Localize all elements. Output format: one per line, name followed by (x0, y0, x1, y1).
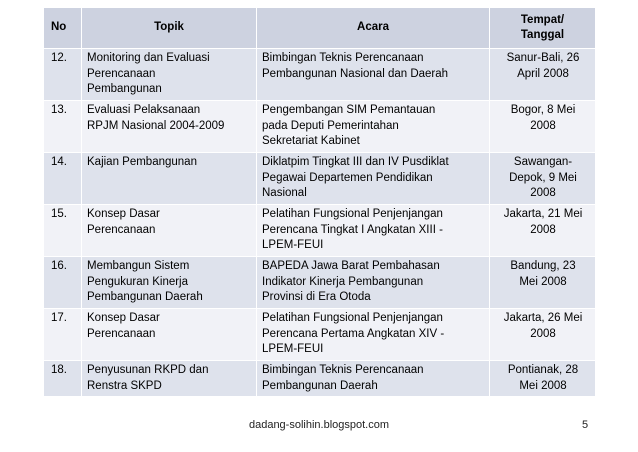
cell-no: 17. (44, 309, 82, 361)
cell-line: Pontianak, 28 (507, 364, 579, 376)
cell-line: Jakarta, 21 Mei (503, 208, 583, 220)
cell-line: Penyusunan RKPD dan (87, 364, 209, 376)
table-row (44, 153, 596, 205)
cell-line: Perencanaan (87, 223, 156, 236)
cell-line: RPJM Nasional 2004-2009 (87, 119, 225, 132)
cell-no: 12. (44, 49, 82, 101)
cell-line: Sekretariat Kabinet (262, 135, 360, 147)
cell-line: Nasional (262, 187, 307, 199)
cell-line: Konsep Dasar (87, 208, 160, 220)
header-tempat-line2: Tanggal (520, 29, 565, 41)
cell-line: Perencanaan (87, 67, 156, 80)
cell-acara (257, 101, 490, 153)
cell-acara (257, 153, 490, 205)
cell-acara (257, 309, 490, 361)
cell-tempat (490, 49, 596, 101)
cell-line: Kajian Pembangunan (87, 156, 197, 168)
cell-tempat (490, 153, 596, 205)
cell-line: Pembangunan Daerah (262, 379, 378, 392)
table-header-row (44, 8, 596, 49)
cell-tempat (490, 257, 596, 309)
cell-line: Bandung, 23 (510, 260, 576, 272)
cell-topik (82, 153, 257, 205)
cell-acara (257, 361, 490, 397)
cell-line: Provinsi di Era Otoda (262, 291, 371, 303)
cell-line: April 2008 (517, 67, 569, 80)
header-tempat-line1: Tempat/ (520, 13, 565, 26)
cell-line: Perencanaan (87, 327, 156, 340)
cell-line: Pengukuran Kinerja (87, 275, 189, 288)
header-acara: Acara (257, 8, 490, 49)
cell-line: LPEM-FEUI (262, 343, 324, 355)
cell-tempat (490, 361, 596, 397)
cell-no: 13. (44, 101, 82, 153)
footer-url: dadang-solihin.blogspot.com (248, 419, 390, 431)
cell-line: 2008 (530, 223, 556, 236)
table-row (44, 49, 596, 101)
cell-line: Depok, 9 Mei (509, 171, 577, 184)
cell-line: 2008 (530, 119, 556, 132)
table-row (44, 205, 596, 257)
table-row (44, 257, 596, 309)
cell-no: 16. (44, 257, 82, 309)
cell-line: Sanur-Bali, 26 (506, 52, 580, 64)
cell-acara (257, 49, 490, 101)
cell-line: 2008 (530, 187, 556, 199)
cell-line: Pembangunan (87, 83, 162, 95)
cell-topik (82, 205, 257, 257)
cell-topik (82, 309, 257, 361)
table-row (44, 101, 596, 153)
cell-line: Mei 2008 (519, 275, 567, 288)
cell-line: Bimbingan Teknis Perencanaan (262, 364, 424, 376)
cell-line: BAPEDA Jawa Barat Pembahasan (262, 260, 440, 272)
cell-line: Sawangan- (513, 156, 573, 168)
cell-line: Pembangunan Daerah (87, 291, 203, 303)
cell-line: Pembangunan Nasional dan Daerah (262, 67, 449, 80)
cell-acara (257, 205, 490, 257)
cell-line: Renstra SKPD (87, 379, 162, 392)
cell-line: Perencana Pertama Angkatan XIV - (262, 327, 445, 340)
cell-line: Mei 2008 (519, 379, 567, 392)
header-topik: Topik (82, 8, 257, 49)
cell-line: Konsep Dasar (87, 312, 160, 324)
cell-no: 14. (44, 153, 82, 205)
header-tempat-tanggal (490, 8, 596, 49)
cell-tempat (490, 101, 596, 153)
cell-topik (82, 101, 257, 153)
cell-line: pada Deputi Pemerintahan (262, 119, 399, 132)
cell-line: Pelatihan Fungsional Penjenjangan (262, 312, 443, 324)
cell-line: Evaluasi Pelaksanaan (87, 104, 201, 116)
cell-no: 15. (44, 205, 82, 257)
cell-topik (82, 49, 257, 101)
cell-no: 18. (44, 361, 82, 397)
activity-table (43, 7, 596, 397)
cell-line: Jakarta, 26 Mei (503, 312, 583, 324)
table-row (44, 361, 596, 397)
cell-line: Pegawai Departemen Pendidikan (262, 171, 433, 184)
header-no: No (44, 8, 82, 49)
cell-topik (82, 361, 257, 397)
cell-line: LPEM-FEUI (262, 239, 324, 251)
cell-tempat (490, 205, 596, 257)
cell-line: 2008 (530, 327, 556, 340)
page-number: 5 (582, 419, 589, 431)
cell-line: Perencana Tingkat I Angkatan XIII - (262, 223, 443, 236)
cell-line: Monitoring dan Evaluasi (87, 52, 210, 64)
table-row (44, 309, 596, 361)
cell-line: Bogor, 8 Mei (510, 104, 576, 116)
cell-line: Indikator Kinerja Pembangunan (262, 275, 424, 288)
cell-acara (257, 257, 490, 309)
cell-tempat (490, 309, 596, 361)
cell-line: Diklatpim Tingkat III dan IV Pusdiklat (262, 156, 449, 168)
cell-line: Pelatihan Fungsional Penjenjangan (262, 208, 443, 220)
cell-line: Pengembangan SIM Pemantauan (262, 104, 436, 116)
cell-topik (82, 257, 257, 309)
cell-line: Membangun Sistem (87, 260, 190, 272)
cell-line: Bimbingan Teknis Perencanaan (262, 52, 424, 64)
